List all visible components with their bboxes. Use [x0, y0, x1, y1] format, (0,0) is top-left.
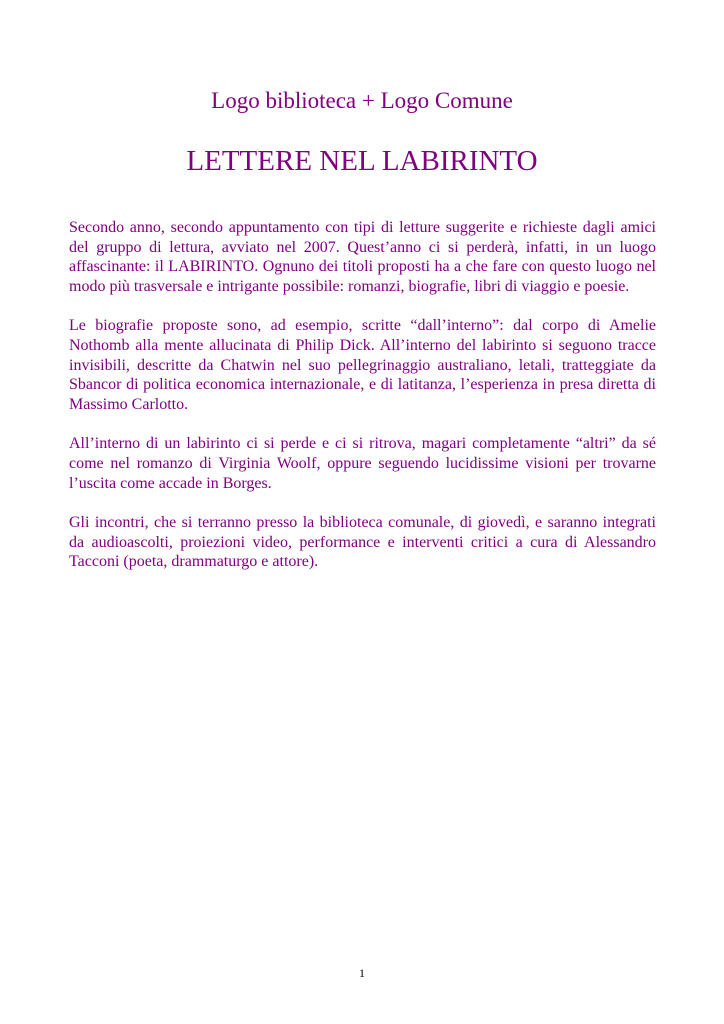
page-title: LETTERE NEL LABIRINTO — [186, 145, 538, 177]
document-body — [69, 218, 656, 592]
paragraph-intro: Secondo anno, secondo appuntamento con tipi di letture suggerite e richieste dagli amici del gruppo di lettura, avviato nel 2007. Quest’anno ci si perderà, infatti, in un luogo affascinante: il LABIRINTO. Ognuno dei titoli proposti ha a che fare con questo luogo nel modo più trasversale e intrigante possibile: romanzi, biografie, libri di viaggio e poesie. — [69, 219, 656, 295]
paragraph-biografie: Le biografie proposte sono, ad esempio, scritte “dall’interno”: dal corpo di Amelie Nothomb alla mente allucinata di Philip Dick. All’interno del labirinto si seguono tracce invisibili, descritte da Chatwin nel suo pellegrinaggio australiano, letali, tratteggiate da Sbancor di politica economica internazionale, e di latitanza, l’esperienza in presa diretta di Massimo Carlotto. — [69, 317, 656, 413]
page-number: 1 — [359, 966, 365, 980]
paragraph-labirinto: All’interno di un labirinto ci si perde e ci si ritrova, magari completamente “altri” da sé come nel romanzo di Virginia Woolf, oppure seguendo lucidissime visioni per trovarne l’uscita come accade in Borges. — [69, 435, 656, 492]
logos-line: Logo biblioteca + Logo Comune — [211, 88, 513, 113]
paragraph-incontri: Gli incontri, che si terranno presso la biblioteca comunale, di giovedì, e saranno integrati da audioascolti, proiezioni video, performance e interventi critici a cura di Alessandro Tacconi (poeta, drammaturgo e attore). — [69, 514, 656, 571]
